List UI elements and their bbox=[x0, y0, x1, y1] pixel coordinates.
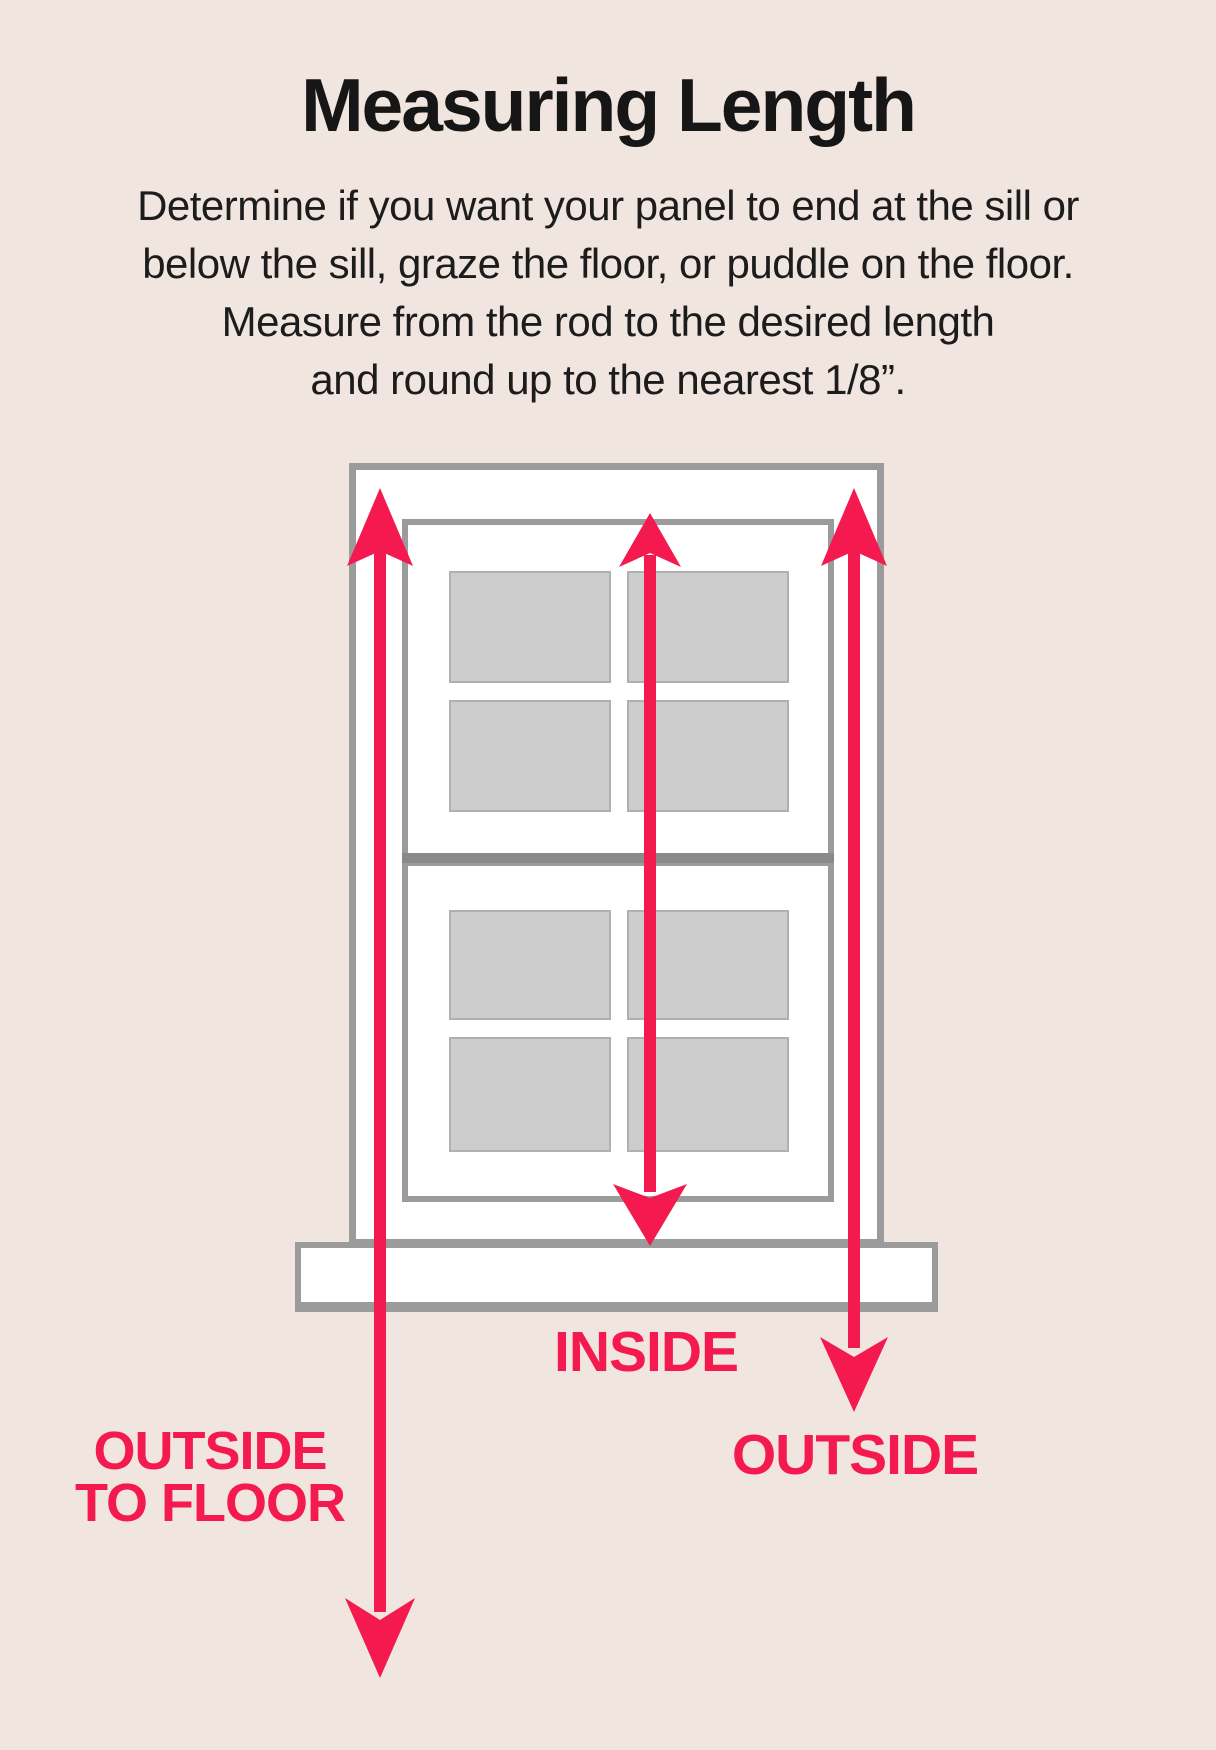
label-outside-to-floor-line: OUTSIDE bbox=[93, 1421, 327, 1481]
window-pane bbox=[627, 571, 789, 683]
label-outside-to-floor-line: TO FLOOR bbox=[75, 1473, 345, 1533]
intro-text-line: Determine if you want your panel to end at the sill or bbox=[137, 182, 1079, 229]
arrow-down-icon bbox=[820, 1337, 888, 1412]
window-pane bbox=[627, 700, 789, 812]
page-title: Measuring Length bbox=[301, 63, 915, 147]
window-pane bbox=[627, 910, 789, 1020]
window-pane bbox=[449, 571, 611, 683]
arrow-down-icon bbox=[345, 1598, 415, 1678]
intro-text-line: below the sill, graze the floor, or puddle on the floor. bbox=[142, 240, 1074, 287]
label-inside: INSIDE bbox=[553, 1320, 739, 1384]
window-pane bbox=[627, 1037, 789, 1152]
window-pane bbox=[449, 1037, 611, 1152]
window-pane bbox=[449, 910, 611, 1020]
label-outside: OUTSIDE bbox=[731, 1423, 979, 1487]
intro-text-line: and round up to the nearest 1/8”. bbox=[310, 356, 906, 403]
window-sill bbox=[295, 1242, 938, 1312]
window-meeting-rail bbox=[402, 853, 834, 863]
label-outside-to-floor bbox=[75, 1421, 345, 1533]
window-pane bbox=[449, 700, 611, 812]
intro-text bbox=[0, 177, 1216, 409]
intro-text-line: Measure from the rod to the desired length bbox=[221, 298, 995, 345]
